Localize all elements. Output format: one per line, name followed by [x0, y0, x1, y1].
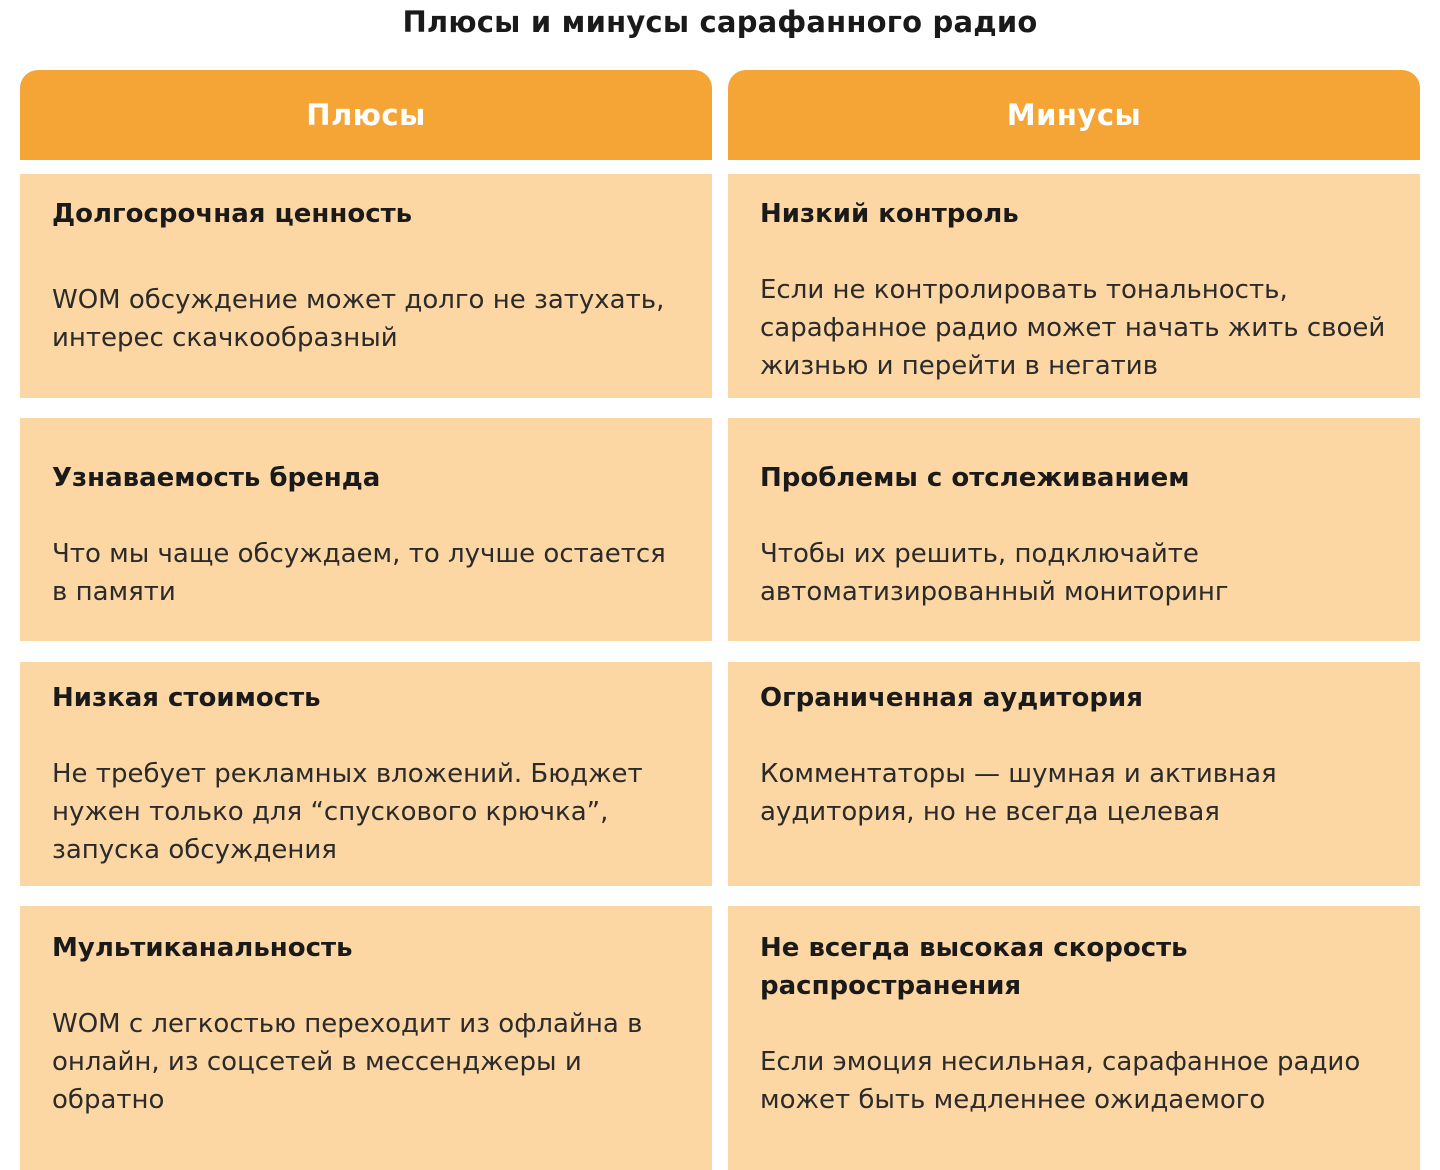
cons-item-text: Комментаторы — шумная и активная аудитория, но не всегда целевая [760, 759, 1277, 827]
cons-item-title: Не всегда высокая скорость распространения [760, 933, 1188, 1001]
page-title: Плюсы и минусы сарафанного радио [402, 5, 1038, 39]
cons-item-low-control [728, 174, 1420, 398]
pros-item-title: Узнаваемость бренда [52, 463, 381, 493]
pros-item-title: Мультиканальность [52, 933, 353, 963]
pros-item-text: WOM обсуждение может долго не затухать, интерес скачкообразный [52, 285, 665, 353]
cons-item-title: Ограниченная аудитория [760, 683, 1143, 713]
pros-item-brand-awareness [20, 418, 712, 641]
pros-column [20, 70, 712, 1115]
pros-item-multichannel [20, 906, 712, 1170]
pros-item-title: Долгосрочная ценность [52, 199, 413, 229]
cons-item-text: Чтобы их решить, подключайте автоматизированный мониторинг [760, 539, 1229, 607]
cons-column [728, 70, 1420, 1115]
cons-item-tracking-problems [728, 418, 1420, 641]
cons-item-limited-audience [728, 662, 1420, 886]
cons-item-text: Если не контролировать тональность, сарафанное радио может начать жить своей жизнью и перейти в негатив [760, 275, 1386, 381]
pros-item-long-term-value [20, 174, 712, 398]
pros-item-text: Не требует рекламных вложений. Бюджет нужен только для “спускового крючка”, запуска обсуждения [52, 759, 643, 865]
cons-item-slow-spread [728, 906, 1420, 1170]
pros-item-text: WOM с легкостью переходит из офлайна в онлайн, из соцсетей в мессенджеры и обратно [52, 1009, 643, 1115]
pros-item-text: Что мы чаще обсуждаем, то лучше остается в памяти [52, 539, 666, 607]
pros-item-low-cost [20, 662, 712, 886]
cons-item-title: Проблемы с отслеживанием [760, 463, 1190, 493]
cons-item-title: Низкий контроль [760, 199, 1019, 229]
pros-header: Плюсы [20, 70, 712, 160]
pros-item-title: Низкая стоимость [52, 683, 321, 713]
cons-item-text: Если эмоция несильная, сарафанное радио может быть медленнее ожидаемого [760, 1047, 1361, 1115]
cons-header: Минусы [728, 70, 1420, 160]
